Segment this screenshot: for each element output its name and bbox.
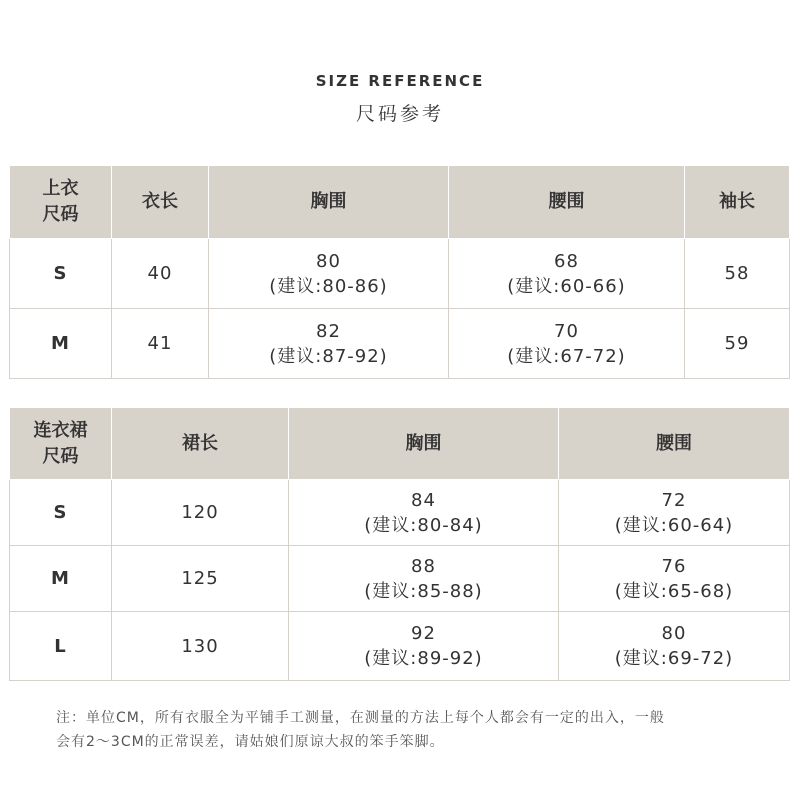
waist-recommendation: (建议:69-72) [614, 648, 734, 669]
length-cell: 120 [112, 480, 289, 546]
waist-recommendation: (建议:60-64) [614, 514, 734, 536]
sleeve-cell: 59 [685, 309, 790, 379]
waist-cell [559, 480, 790, 546]
table-row [10, 480, 790, 546]
top-size-table [9, 165, 790, 379]
chest-recommendation: (建议:80-84) [364, 514, 483, 536]
waist-value: 76 [661, 555, 687, 577]
table-row [10, 239, 790, 309]
chest-value: 82 [316, 320, 341, 342]
header-chest: 胸围 [209, 166, 449, 239]
header-chest: 胸围 [289, 408, 559, 480]
chest-value: 84 [411, 489, 436, 511]
note-line-2: 会有2～3CM的正常误差，请姑娘们原谅大叔的笨手笨脚。 [56, 734, 445, 750]
waist-recommendation: (建议:65-68) [614, 580, 734, 602]
chest-cell [289, 612, 559, 681]
chest-cell [289, 480, 559, 546]
header-waist: 腰围 [449, 166, 685, 239]
header-sleeve: 袖长 [685, 166, 790, 239]
header-size: 上衣 尺码 [10, 166, 112, 239]
header-length: 衣长 [112, 166, 209, 239]
waist-value: 80 [661, 623, 687, 644]
size-cell: L [10, 612, 112, 681]
sleeve-cell: 58 [685, 239, 790, 309]
chest-recommendation: (建议:80-86) [269, 275, 388, 297]
size-cell: S [10, 239, 112, 309]
table-row [10, 612, 790, 681]
chest-value: 92 [411, 623, 436, 644]
size-cell: S [10, 480, 112, 546]
waist-value: 70 [554, 320, 579, 342]
table-header-row [10, 166, 790, 239]
size-cell: M [10, 546, 112, 612]
waist-cell [559, 612, 790, 681]
header-waist: 腰围 [559, 408, 790, 480]
length-cell: 125 [112, 546, 289, 612]
note-line-1: 注：单位CM，所有衣服全为平铺手工测量，在测量的方法上每个人都会有一定的出入，一般 [56, 710, 665, 726]
table-row [10, 546, 790, 612]
chest-cell [209, 239, 449, 309]
length-cell: 130 [112, 612, 289, 681]
waist-recommendation: (建议:67-72) [507, 345, 626, 367]
waist-recommendation: (建议:60-66) [507, 275, 626, 297]
length-cell: 40 [112, 239, 209, 309]
waist-cell [449, 239, 685, 309]
chest-recommendation: (建议:87-92) [269, 345, 388, 367]
waist-value: 72 [661, 489, 687, 511]
title-english: SIZE REFERENCE [315, 72, 485, 90]
chest-cell [209, 309, 449, 379]
chest-recommendation: (建议:89-92) [364, 648, 483, 669]
measurement-note [56, 706, 756, 754]
chest-value: 80 [316, 250, 341, 272]
table-row [10, 309, 790, 379]
waist-cell [559, 546, 790, 612]
header-size: 连衣裙 尺码 [10, 408, 112, 480]
header-length: 裙长 [112, 408, 289, 480]
length-cell: 41 [112, 309, 209, 379]
waist-value: 68 [554, 250, 579, 272]
table-header-row [10, 408, 790, 480]
chest-cell [289, 546, 559, 612]
title-chinese: 尺码参考 [355, 103, 444, 125]
dress-size-table [9, 407, 790, 681]
chest-value: 88 [411, 555, 436, 577]
size-cell: M [10, 309, 112, 379]
waist-cell [449, 309, 685, 379]
chest-recommendation: (建议:85-88) [364, 580, 483, 602]
